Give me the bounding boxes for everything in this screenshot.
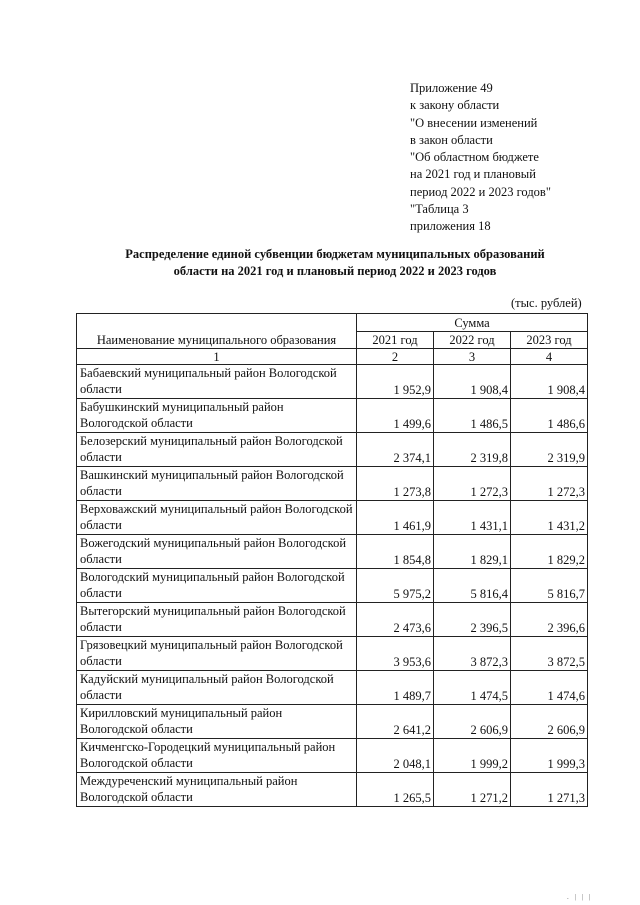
value-2021: 3 953,6 — [357, 637, 434, 671]
table-row — [77, 365, 588, 399]
header-sum: Сумма — [357, 314, 588, 332]
column-number: 4 — [511, 349, 588, 365]
value-2022: 1 431,1 — [434, 501, 511, 535]
municipality-name: Кичменгско-Городецкий муниципальный район Вологодской области — [77, 739, 357, 773]
value-2023: 2 606,9 — [511, 705, 588, 739]
value-2022: 2 396,5 — [434, 603, 511, 637]
value-2023: 2 396,6 — [511, 603, 588, 637]
column-number: 1 — [77, 349, 357, 365]
value-2023: 1 272,3 — [511, 467, 588, 501]
appendix-line: "О внесении изменений — [410, 115, 538, 130]
value-2022: 3 872,3 — [434, 637, 511, 671]
municipality-name: Белозерский муниципальный район Вологодской области — [77, 433, 357, 467]
value-2021: 2 374,1 — [357, 433, 434, 467]
column-number: 3 — [434, 349, 511, 365]
value-2022: 1 474,5 — [434, 671, 511, 705]
table-row — [77, 399, 588, 433]
unit-label: (тыс. рублей) — [511, 296, 582, 310]
title-line-1: Распределение единой субвенции бюджетам муниципальных образований — [125, 247, 545, 261]
header-year-2021: 2021 год — [357, 331, 434, 349]
value-2022: 2 606,9 — [434, 705, 511, 739]
appendix-line: "Об областном бюджете — [410, 150, 539, 165]
value-2022: 5 816,4 — [434, 569, 511, 603]
value-2021: 2 048,1 — [357, 739, 434, 773]
municipality-name: Вытегорский муниципальный район Вологодской области — [77, 603, 357, 637]
table-row — [77, 671, 588, 705]
header-name: Наименование муниципального образования — [77, 314, 357, 349]
municipality-name: Вологодский муниципальный район Вологодской области — [77, 569, 357, 603]
appendix-line: в закон области — [410, 132, 493, 147]
municipality-name: Вожегодский муниципальный район Вологодской области — [77, 535, 357, 569]
value-2022: 1 271,2 — [434, 773, 511, 807]
header-year-2023: 2023 год — [511, 331, 588, 349]
table-row — [77, 433, 588, 467]
value-2022: 1 908,4 — [434, 365, 511, 399]
value-2023: 2 319,9 — [511, 433, 588, 467]
municipality-name: Бабушкинский муниципальный район Вологодской области — [77, 399, 357, 433]
document-title — [60, 246, 610, 280]
value-2021: 1 265,5 — [357, 773, 434, 807]
municipality-name: Кадуйский муниципальный район Вологодской области — [77, 671, 357, 705]
appendix-reference — [410, 80, 551, 236]
table-row — [77, 705, 588, 739]
appendix-line: Приложение 49 — [410, 81, 493, 95]
appendix-line: "Таблица 3 — [410, 202, 469, 217]
scan-artifact: . | | | — [567, 893, 593, 901]
value-2021: 1 273,8 — [357, 467, 434, 501]
municipality-name: Вашкинский муниципальный район Вологодской области — [77, 467, 357, 501]
value-2023: 1 474,6 — [511, 671, 588, 705]
municipality-name: Кирилловский муниципальный район Вологодской области — [77, 705, 357, 739]
table-row — [77, 773, 588, 807]
municipality-name: Междуреченский муниципальный район Вологодской области — [77, 773, 357, 807]
value-2023: 3 872,5 — [511, 637, 588, 671]
appendix-line: на 2021 год и плановый — [410, 167, 536, 182]
value-2023: 5 816,7 — [511, 569, 588, 603]
value-2023: 1 431,2 — [511, 501, 588, 535]
value-2022: 1 272,3 — [434, 467, 511, 501]
value-2021: 1 461,9 — [357, 501, 434, 535]
value-2021: 1 854,8 — [357, 535, 434, 569]
value-2023: 1 271,3 — [511, 773, 588, 807]
municipality-name: Грязовецкий муниципальный район Вологодской области — [77, 637, 357, 671]
municipality-name: Верховажский муниципальный район Вологодской области — [77, 501, 357, 535]
value-2022: 2 319,8 — [434, 433, 511, 467]
value-2022: 1 829,1 — [434, 535, 511, 569]
table-row — [77, 501, 588, 535]
value-2021: 2 473,6 — [357, 603, 434, 637]
value-2023: 1 486,6 — [511, 399, 588, 433]
table-row — [77, 467, 588, 501]
value-2021: 1 499,6 — [357, 399, 434, 433]
value-2021: 5 975,2 — [357, 569, 434, 603]
value-2023: 1 829,2 — [511, 535, 588, 569]
column-number: 2 — [357, 349, 434, 365]
header-year-2022: 2022 год — [434, 331, 511, 349]
title-line-2: области на 2021 год и плановый период 2022 и 2023 годов — [173, 264, 497, 278]
table-row — [77, 739, 588, 773]
appendix-line: период 2022 и 2023 годов" — [410, 184, 551, 199]
appendix-line: приложения 18 — [410, 219, 491, 234]
value-2023: 1 999,3 — [511, 739, 588, 773]
table-row — [77, 603, 588, 637]
table-row — [77, 535, 588, 569]
municipality-name: Бабаевский муниципальный район Вологодской области — [77, 365, 357, 399]
value-2021: 1 489,7 — [357, 671, 434, 705]
value-2022: 1 999,2 — [434, 739, 511, 773]
value-2023: 1 908,4 — [511, 365, 588, 399]
value-2022: 1 486,5 — [434, 399, 511, 433]
appendix-line: к закону области — [410, 98, 500, 113]
table-row — [77, 569, 588, 603]
value-2021: 1 952,9 — [357, 365, 434, 399]
table-row — [77, 637, 588, 671]
value-2021: 2 641,2 — [357, 705, 434, 739]
subvention-table — [76, 313, 588, 807]
